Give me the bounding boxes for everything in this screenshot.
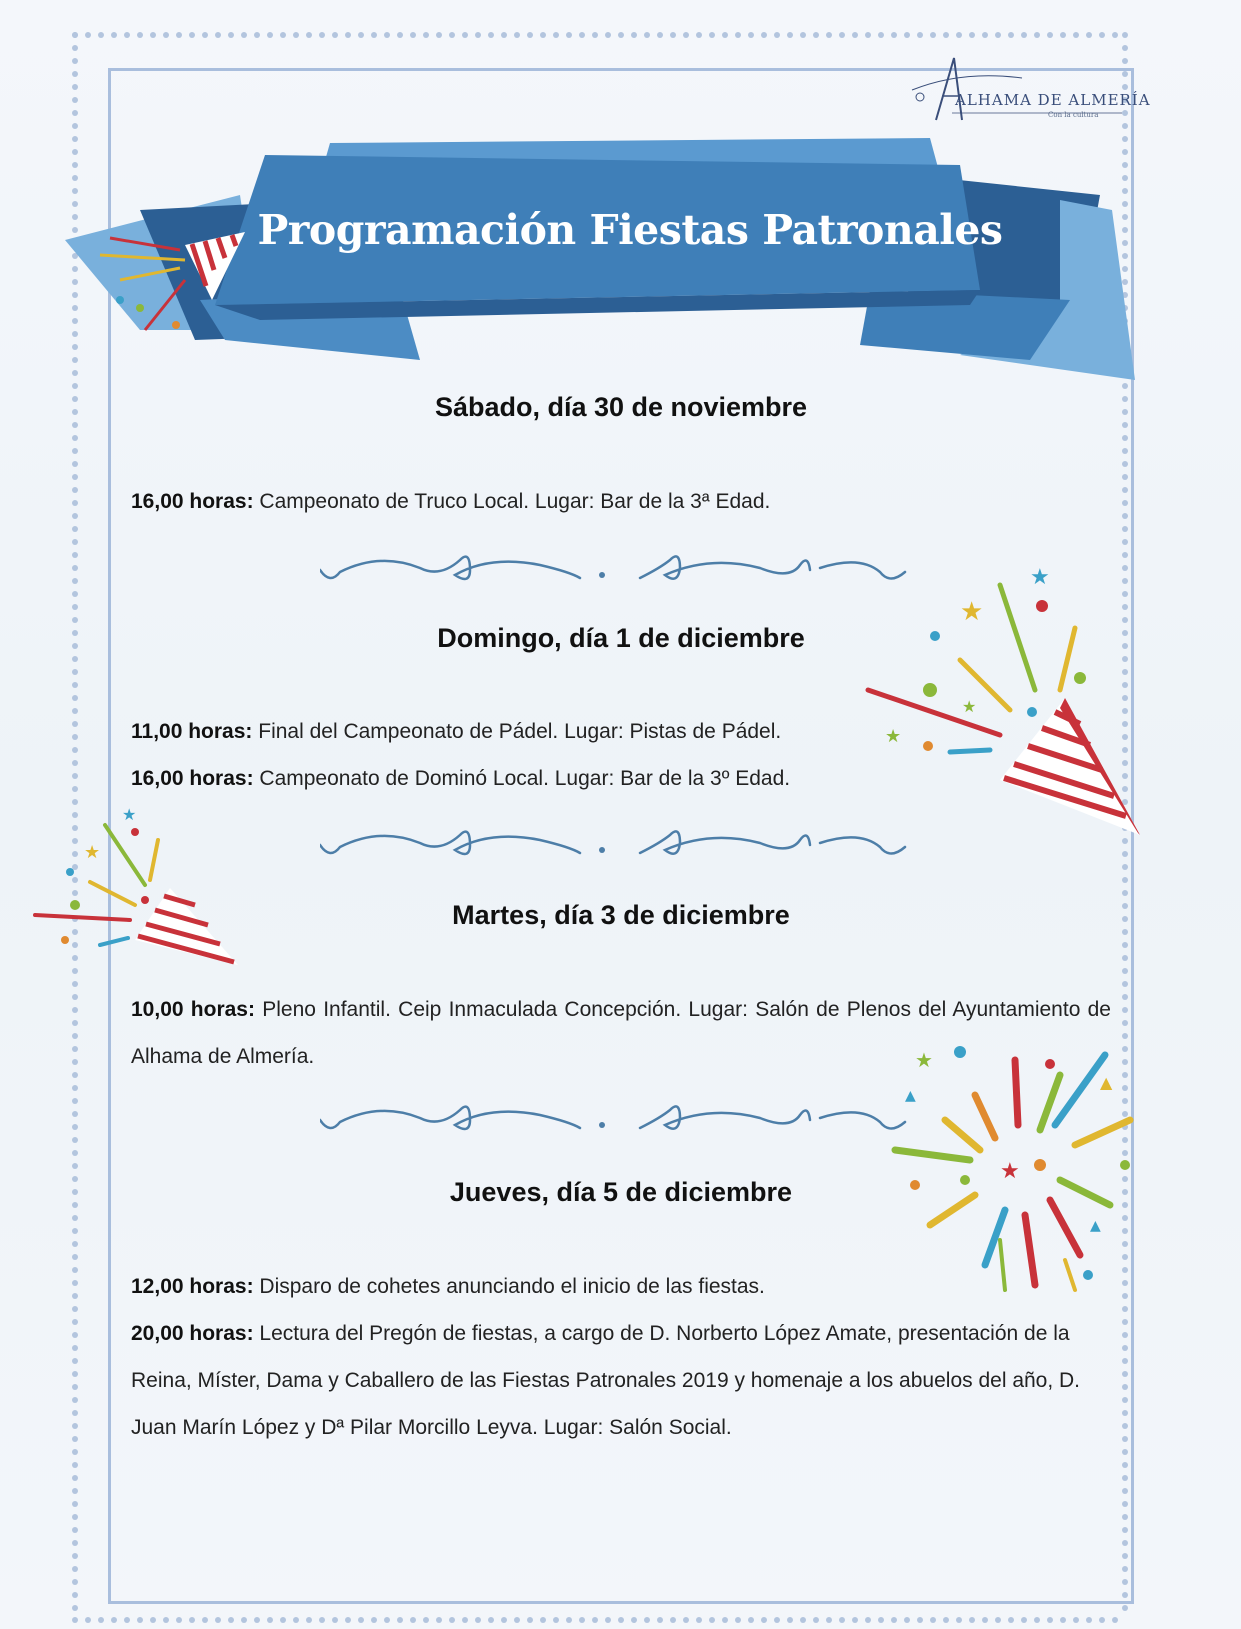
party-popper-icon: [868, 565, 1140, 835]
svg-text:★: ★: [885, 726, 902, 747]
svg-text:★: ★: [962, 697, 977, 716]
event-time: 16,00 horas:: [131, 490, 254, 513]
svg-text:▲: ▲: [905, 1088, 916, 1104]
logo-tagline: Con la cultura: [1048, 111, 1099, 119]
event-time: 12,00 horas:: [131, 1275, 254, 1298]
svg-text:★: ★: [960, 597, 984, 627]
svg-text:★: ★: [122, 805, 137, 824]
day-heading-domingo: Domingo, día 1 de diciembre: [437, 623, 805, 653]
svg-text:★: ★: [1030, 565, 1050, 590]
event-time: 11,00 horas:: [131, 720, 253, 743]
day-heading-martes: Martes, día 3 de diciembre: [452, 900, 790, 930]
event-text: Campeonato de Dominó Local. Lugar: Bar de la 3º Edad.: [253, 767, 791, 790]
event-time: 16,00 horas:: [131, 767, 254, 790]
event-text: Pleno Infantil. Ceip Inmaculada Concepción. Lugar: Salón de Plenos del Ayuntamiento de Alhama de Almería.: [131, 998, 1111, 1068]
svg-text:▲: ▲: [1100, 1073, 1113, 1092]
event-time: 10,00 horas:: [131, 998, 255, 1021]
page-title: Programación Fiestas Patronales: [257, 206, 1003, 254]
svg-text:★: ★: [1000, 1159, 1020, 1184]
day-heading-jueves: Jueves, día 5 de diciembre: [449, 1177, 793, 1207]
event-text: Lectura del Pregón de fiestas, a cargo de D. Norberto López Amate, presentación de la Reina, Míster, Dama y Caballero de las Fiestas Patronales 2019 y homenaje a los abuelos del año, D. Juan Marín López y Dª Pilar Morcillo Leyva. Lugar: Salón Social.: [131, 1322, 1081, 1439]
logo-name: ALHAMA DE ALMERÍA: [955, 91, 1151, 109]
svg-text:▲: ▲: [1090, 1218, 1101, 1234]
fireworks-icon: [895, 1046, 1130, 1290]
svg-text:★: ★: [84, 842, 101, 863]
svg-text:★: ★: [915, 1048, 933, 1072]
event-text: Campeonato de Truco Local. Lugar: Bar de la 3ª Edad.: [253, 490, 771, 513]
event-text: Disparo de cohetes anunciando el inicio de las fiestas.: [253, 1275, 765, 1298]
event-time: 20,00 horas:: [131, 1322, 254, 1345]
event-text: Final del Campeonato de Pádel. Lugar: Pistas de Pádel.: [252, 720, 782, 743]
party-popper-icon: [35, 805, 238, 965]
day-heading-sabado: Sábado, día 30 de noviembre: [434, 392, 808, 422]
